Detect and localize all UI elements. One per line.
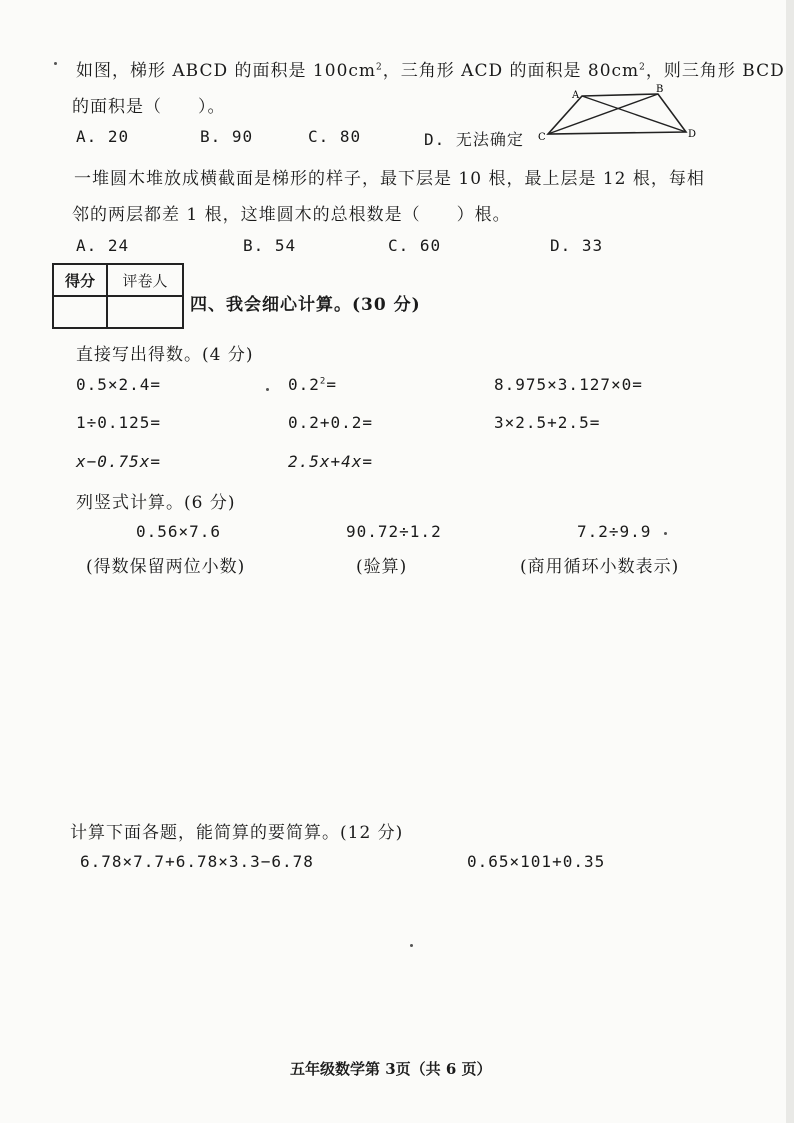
vertical-item-3: 7.2÷9.9 xyxy=(577,522,652,541)
q1-option-a: A. 20 xyxy=(76,127,130,146)
score-table xyxy=(52,263,184,329)
scan-speck xyxy=(410,944,413,947)
part3-title: 计算下面各题，能简算的要简算。(12 分) xyxy=(70,823,404,843)
scan-speck xyxy=(266,388,269,391)
section4-title: 四、我会细心计算。(30 分) xyxy=(190,295,421,315)
simplify-item-2: 0.65×101+0.35 xyxy=(467,852,606,871)
q2-option-d: D. 33 xyxy=(550,236,604,255)
label-b: B xyxy=(656,84,664,95)
grader-label: 评卷人 xyxy=(107,264,183,296)
calc-item-7: x−0.75x= xyxy=(76,452,162,471)
q1-line1: 如图，梯形 ABCD 的面积是 $100cm^2$，三角形 ACD 的面积是 $80cm^2$，则三角形 BCD xyxy=(76,61,785,81)
grader-cell xyxy=(107,296,183,328)
q1-line2: 的面积是（ ）。 xyxy=(72,97,226,117)
vertical-note-1: (得数保留两位小数) xyxy=(86,557,246,577)
part1-title: 直接写出得数。(4 分) xyxy=(76,345,254,365)
calc-item-2: $0.2^2=$ xyxy=(288,375,337,394)
page-footer: 五年级数学第 3页（共 6 页） xyxy=(290,1060,492,1078)
simplify-item-1: 6.78×7.7+6.78×3.3−6.78 xyxy=(80,852,314,871)
q2-option-b: B. 54 xyxy=(243,236,297,255)
calc-item-3: 8.975×3.127×0= xyxy=(494,375,643,394)
q1-option-c: C. 80 xyxy=(308,127,362,146)
part2-title: 列竖式计算。(6 分) xyxy=(76,493,236,513)
calc-item-8: 2.5x+4x= xyxy=(288,452,374,471)
score-label: 得分 xyxy=(53,264,107,296)
q2-line2: 邻的两层都差 1 根，这堆圆木的总根数是（ ）根。 xyxy=(72,205,511,225)
page-edge-shadow xyxy=(786,0,794,1123)
calc-item-6: 3×2.5+2.5= xyxy=(494,413,601,432)
calc-item-5: 0.2+0.2= xyxy=(288,413,374,432)
trapezoid-figure xyxy=(536,84,706,144)
calc-item-4: 1÷0.125= xyxy=(76,413,162,432)
vertical-note-3: (商用循环小数表示) xyxy=(520,557,680,577)
label-a: A xyxy=(572,90,580,101)
scan-speck xyxy=(664,532,667,535)
q1-option-b: B. 90 xyxy=(200,127,254,146)
q2-line1: 一堆圆木堆放成横截面是梯形的样子，最下层是 10 根，最上层是 12 根，每相 xyxy=(74,169,705,189)
score-cell xyxy=(53,296,107,328)
q2-option-c: C. 60 xyxy=(388,236,442,255)
q2-option-a: A. 24 xyxy=(76,236,130,255)
vertical-note-2: (验算) xyxy=(356,557,408,577)
label-c: C xyxy=(538,132,546,143)
label-d: D xyxy=(688,129,697,140)
q1-option-d: D. 无法确定 xyxy=(424,130,524,149)
scan-speck xyxy=(54,62,57,65)
calc-item-1: 0.5×2.4= xyxy=(76,375,162,394)
vertical-item-1: 0.56×7.6 xyxy=(136,522,222,541)
vertical-item-2: 90.72÷1.2 xyxy=(346,522,442,541)
